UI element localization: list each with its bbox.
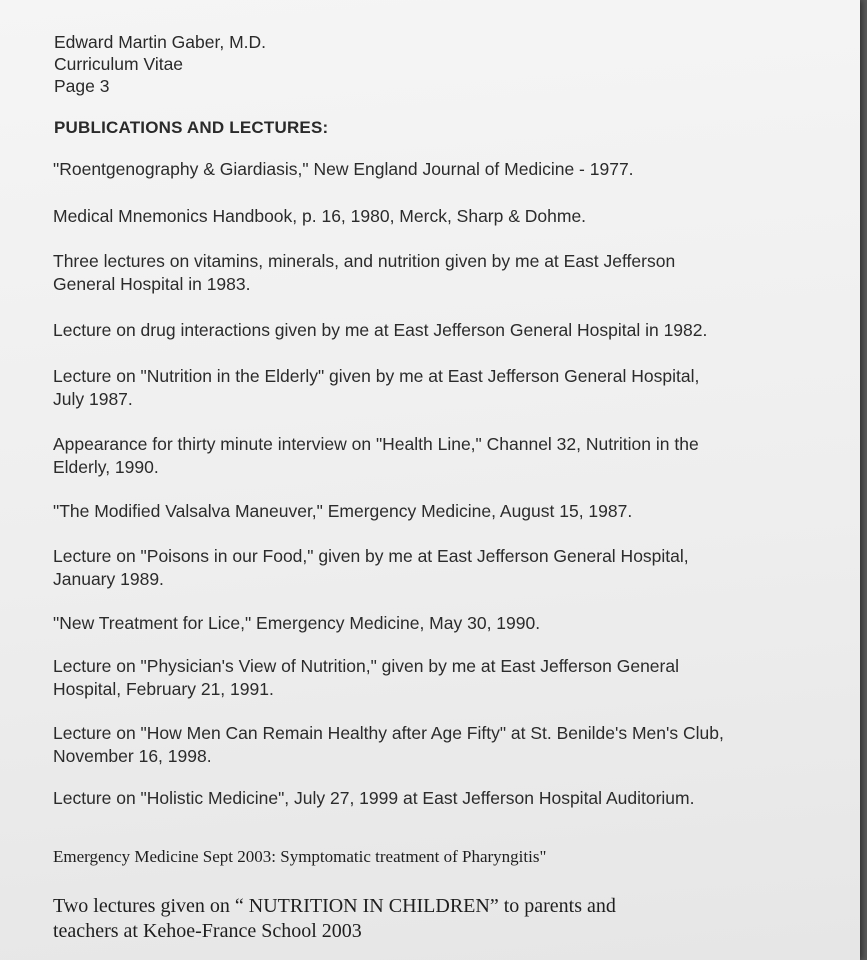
publication-entry: "Roentgenography & Giardiasis," New England Journal of Medicine - 1977. <box>53 159 634 179</box>
lecture-entry: Three lectures on vitamins, minerals, and nutrition given by me at East Jefferson General Hospital in 1983. <box>53 251 676 294</box>
lecture-entry: Lecture on "Poisons in our Food," given by me at East Jefferson General Hospital, January 1989. <box>53 546 689 589</box>
lecture-entry: Lecture on "Physician's View of Nutrition," given by me at East Jefferson General Hospital, February 21, 1991. <box>53 656 679 699</box>
publication-entry: "New Treatment for Lice," Emergency Medicine, May 30, 1990. <box>53 613 541 633</box>
lecture-entry: Lecture on "Nutrition in the Elderly" given by me at East Jefferson General Hospital, July 1987. <box>53 366 700 409</box>
cut-off-text <box>150 950 300 960</box>
publication-entry: Medical Mnemonics Handbook, p. 16, 1980, Merck, Sharp & Dohme. <box>53 206 587 226</box>
publication-entry: Emergency Medicine Sept 2003: Symptomatic treatment of Pharyngitis" <box>53 847 547 866</box>
lecture-entry: Lecture on "How Men Can Remain Healthy after Age Fifty" at St. Benilde's Men's Club, November 16, 1998. <box>53 723 724 766</box>
author-name: Edward Martin Gaber, M.D. <box>54 32 267 52</box>
cv-header <box>54 31 266 97</box>
interview-entry: Appearance for thirty minute interview on "Health Line," Channel 32, Nutrition in the Elderly, 1990. <box>53 434 699 477</box>
lecture-entry: Lecture on "Holistic Medicine", July 27, 1999 at East Jefferson Hospital Auditorium. <box>53 788 695 808</box>
lecture-entry: Two lectures given on “ NUTRITION IN CHILDREN” to parents and teachers at Kehoe-France School 2003 <box>53 895 616 942</box>
document-type: Curriculum Vitae <box>54 54 184 74</box>
publication-entry: "The Modified Valsalva Maneuver," Emergency Medicine, August 15, 1987. <box>53 501 633 521</box>
lecture-entry: Lecture on drug interactions given by me at East Jefferson General Hospital in 1982. <box>53 320 708 340</box>
section-title: PUBLICATIONS AND LECTURES: <box>54 118 329 137</box>
page-number: Page 3 <box>54 76 110 96</box>
